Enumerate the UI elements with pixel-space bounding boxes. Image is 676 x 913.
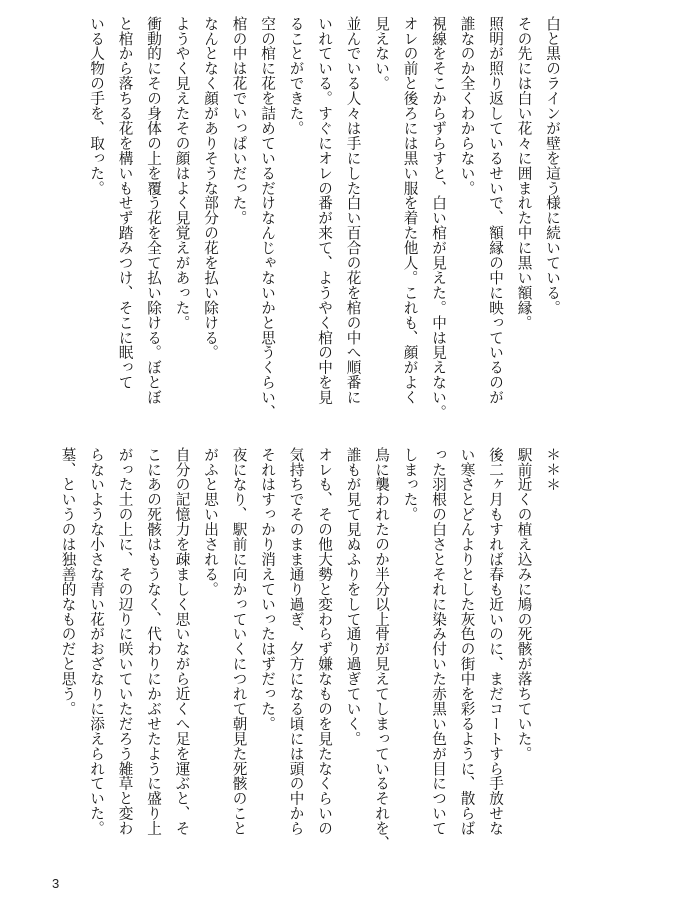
- text-line: 気持ちでそのまま通り過ぎ、夕方になる頃には頭の中から: [287, 447, 305, 836]
- text-line: らないような小さな青い花がおざなりに添えられていた。: [88, 447, 105, 836]
- section-separator: ＊＊＊: [544, 447, 561, 492]
- text-line: 視線をそこからずらすと、白い棺が見えた。中は見えない。: [430, 16, 447, 420]
- text-line: 鳥に襲われたのか半分以上骨が見えてしまっているそれを、: [373, 447, 390, 851]
- text-line: 並んでいる人々は手にした白い百合の花を棺の中へ順番に: [344, 16, 362, 405]
- text-block-pigeon: [53, 447, 566, 867]
- text-line: なんとなく顔がありそうな部分の花を払い除ける。: [202, 16, 219, 360]
- text-line: 空の棺に花を詰めているだけなんじゃないかと思うくらい、: [259, 16, 276, 420]
- text-line: 照明が照り返しているせいで、額縁の中に映っているのが: [487, 16, 504, 405]
- text-line: 夜になり、駅前に向かっていくにつれて朝見た死骸のこと: [230, 447, 248, 836]
- text-line: 後二ヶ月もすれば春も近いのに、まだコートすら手放せな: [487, 447, 504, 836]
- text-line: 衝動的にその身体の上を覆う花を全て払い除ける。ぼとぼ: [145, 16, 162, 405]
- text-line: 棺の中は花でいっぱいだった。: [230, 16, 248, 226]
- page-number: 3: [52, 876, 60, 891]
- text-line: その先には白い花々に囲まれた中に黒い額縁。: [515, 16, 533, 330]
- text-line: がった土の上に、その辺りに咲いていただろう雑草と変わ: [116, 447, 134, 836]
- text-line: 駅前近くの植え込みに鳩の死骸が落ちていた。: [515, 447, 533, 761]
- text-line: オレも、その他大勢と変わらず嫌なものを見たなくらいの: [316, 447, 333, 836]
- text-line: いれている。すぐにオレの番が来て、ようやく棺の中を見: [316, 16, 333, 405]
- text-line: しまった。: [401, 447, 419, 522]
- text-block-funeral: [82, 16, 567, 436]
- text-line: がふと思い出される。: [202, 447, 219, 597]
- text-line: 墓、というのは独善的なものだと思う。: [59, 447, 77, 717]
- text-line: 見えない。: [373, 16, 390, 91]
- text-line: ようやく見えたその顔はよく見覚えがあった。: [173, 16, 191, 330]
- text-line: い寒さとどんよりとした灰色の街中を彩るように、散らば: [458, 447, 476, 836]
- text-line: それはすっかり消えていったはずだった。: [259, 447, 276, 732]
- text-line: オレの前と後ろには黒い服を着た他人。これも、顔がよく: [401, 16, 419, 405]
- text-line: った羽根の白さとそれに染み付いた赤黒い色が目について: [430, 447, 447, 836]
- text-line: と棺から落ちる花を構いもせず踏みつけ、そこに眠って: [116, 16, 134, 390]
- text-line: いる人物の手を、取った。: [88, 16, 105, 196]
- text-line: 白と黒のラインが壁を這う様に続いている。: [544, 16, 561, 315]
- text-line: 自分の記憶力を疎ましく思いながら近くへ足を運ぶと、そ: [173, 447, 191, 836]
- text-line: こにあの死骸はもうなく、代わりにかぶせたように盛り上: [145, 447, 162, 836]
- text-line: ることができた。: [287, 16, 305, 136]
- text-line: 誰もが見て見ぬふりをして通り過ぎていく。: [344, 447, 362, 746]
- text-line: 誰なのか全くわからない。: [458, 16, 476, 196]
